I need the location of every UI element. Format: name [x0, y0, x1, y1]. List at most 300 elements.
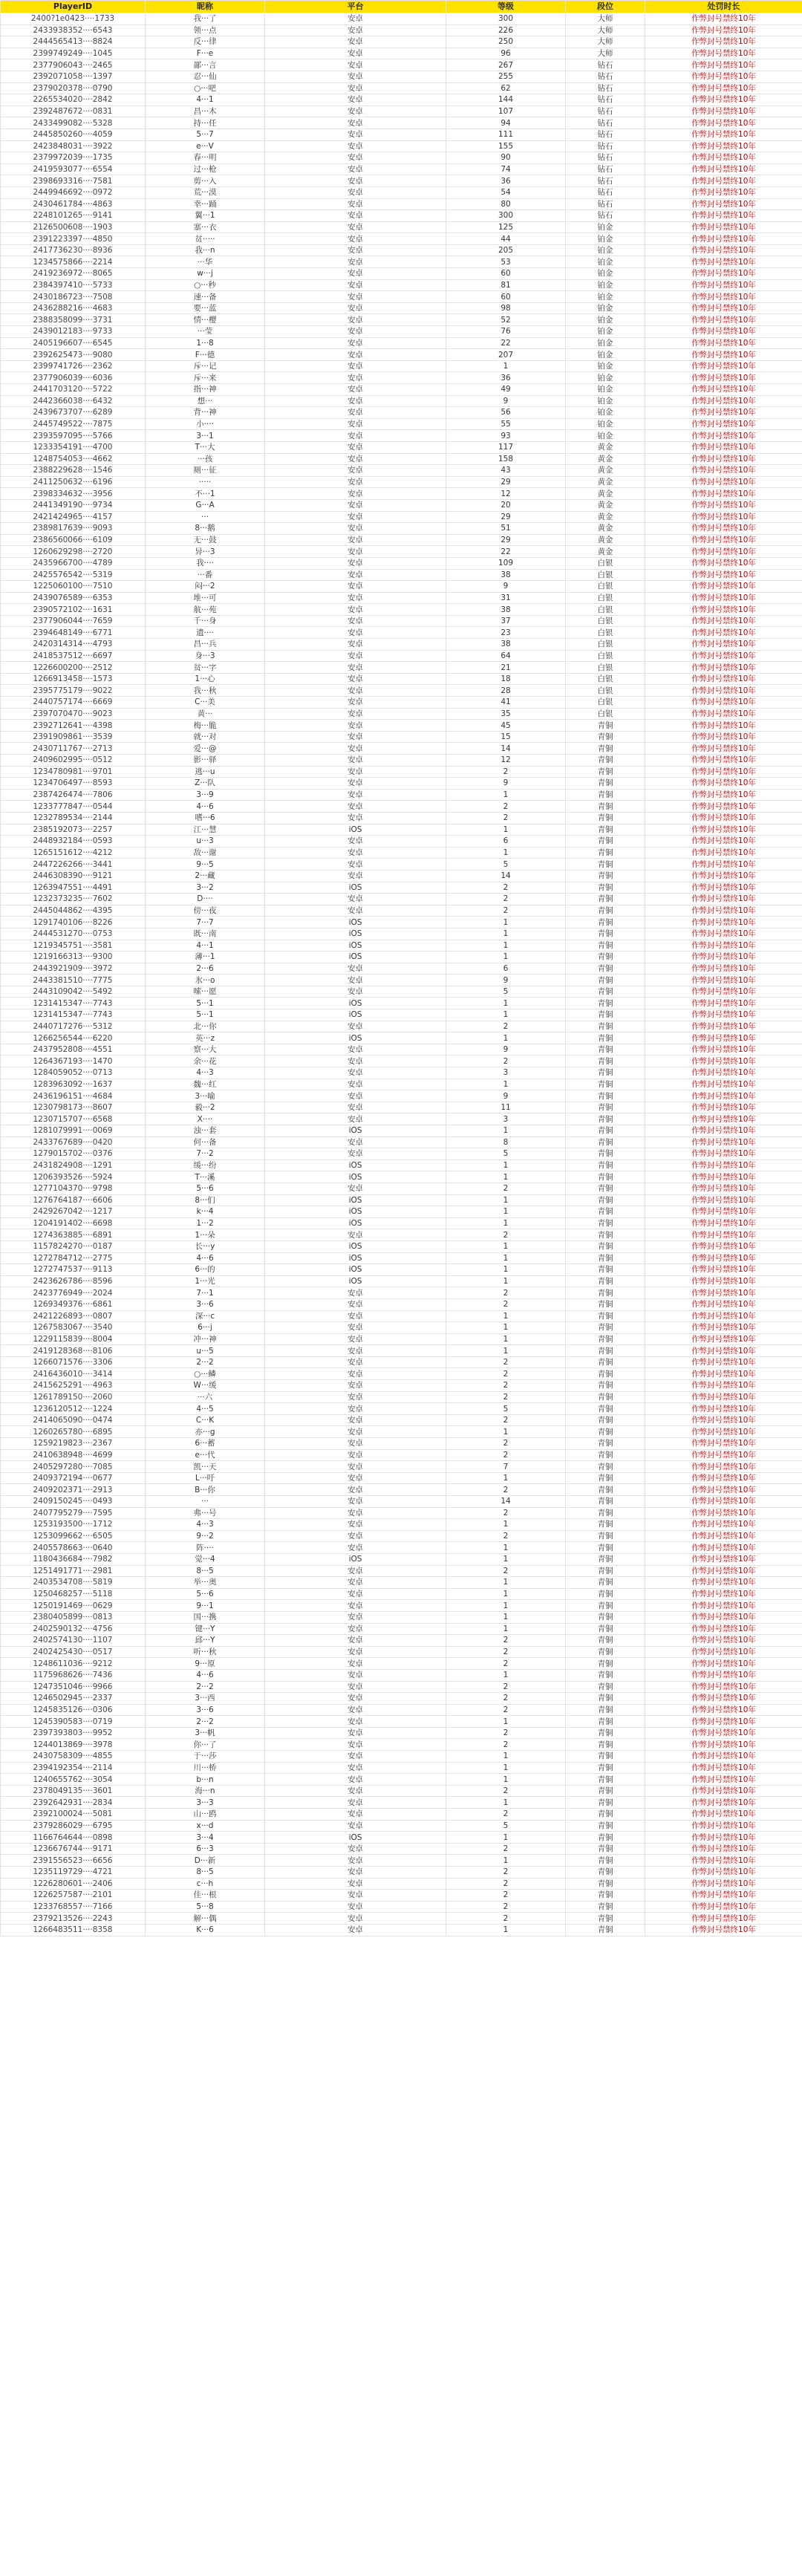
cell-punishment: 作弊封号禁终10年 [645, 917, 802, 928]
cell-punishment: 作弊封号禁终10年 [645, 1333, 802, 1345]
table-row [1, 1183, 802, 1194]
cell-rank: 白银 [566, 662, 645, 674]
cell-rank: 铂金 [566, 384, 645, 396]
cell-rank: 青铜 [566, 1275, 645, 1287]
cell-nickname: 堆···可 [146, 592, 265, 604]
cell-punishment: 作弊封号禁终10年 [645, 1611, 802, 1623]
cell-rank: 青铜 [566, 1519, 645, 1531]
cell-platform: 安卓 [265, 1403, 446, 1415]
cell-punishment: 作弊封号禁终10年 [645, 1623, 802, 1635]
cell-player-id: 2392071058····1397 [1, 71, 146, 82]
cell-punishment: 作弊封号禁终10年 [645, 592, 802, 604]
cell-platform: 安卓 [265, 1878, 446, 1890]
cell-punishment: 作弊封号禁终10年 [645, 488, 802, 500]
cell-nickname: 就···对 [146, 731, 265, 743]
cell-player-id: 2409150245····0493 [1, 1496, 146, 1508]
cell-punishment: 作弊封号禁终10年 [645, 1762, 802, 1774]
cell-level: 52 [446, 314, 566, 326]
table-row [1, 105, 802, 117]
table-row [1, 1507, 802, 1519]
table-row [1, 476, 802, 488]
cell-player-id: 2447226266····3441 [1, 859, 146, 871]
cell-rank: 青铜 [566, 1345, 645, 1357]
cell-rank: 青铜 [566, 1774, 645, 1786]
table-row [1, 221, 802, 233]
cell-level: 21 [446, 662, 566, 674]
cell-platform: 安卓 [265, 279, 446, 291]
cell-platform: 安卓 [265, 650, 446, 662]
cell-level: 5 [446, 986, 566, 998]
cell-platform: 安卓 [265, 1148, 446, 1160]
cell-player-id: 1206393526····5924 [1, 1171, 146, 1183]
cell-level: 9 [446, 1090, 566, 1102]
cell-punishment: 作弊封号禁终10年 [645, 673, 802, 685]
table-row [1, 1056, 802, 1067]
table-row [1, 395, 802, 407]
cell-platform: 安卓 [265, 801, 446, 813]
cell-nickname: 邱···Y [146, 1635, 265, 1647]
cell-player-id: 2384397410····5733 [1, 279, 146, 291]
cell-rank: 铂金 [566, 372, 645, 384]
cell-player-id: 2377906039····6036 [1, 372, 146, 384]
cell-nickname: 荒···漠 [146, 186, 265, 198]
cell-level: 1 [446, 1206, 566, 1218]
table-row [1, 627, 802, 639]
cell-punishment: 作弊封号禁终10年 [645, 812, 802, 824]
cell-player-id: 2391556523····6656 [1, 1855, 146, 1867]
cell-rank: 白银 [566, 557, 645, 569]
cell-punishment: 作弊封号禁终10年 [645, 1820, 802, 1832]
cell-level: 9 [446, 975, 566, 986]
cell-player-id: 2388229628····1546 [1, 465, 146, 477]
cell-punishment: 作弊封号禁终10年 [645, 326, 802, 338]
cell-punishment: 作弊封号禁终10年 [645, 998, 802, 1009]
cell-player-id: 1284059052····0713 [1, 1067, 146, 1079]
cell-platform: 安卓 [265, 198, 446, 210]
cell-player-id: 1260265780····6895 [1, 1426, 146, 1438]
table-row [1, 1403, 802, 1415]
cell-player-id: 1233768557····7166 [1, 1901, 146, 1913]
cell-punishment: 作弊封号禁终10年 [645, 1867, 802, 1879]
cell-platform: 安卓 [265, 1079, 446, 1090]
cell-platform: 安卓 [265, 1588, 446, 1600]
cell-rank: 青铜 [566, 894, 645, 905]
cell-platform: 安卓 [265, 1021, 446, 1032]
cell-punishment: 作弊封号禁终10年 [645, 372, 802, 384]
cell-player-id: 1253193500····1712 [1, 1519, 146, 1531]
table-row [1, 1414, 802, 1426]
cell-nickname: ···番 [146, 569, 265, 581]
cell-platform: 安卓 [265, 1333, 446, 1345]
cell-platform: 安卓 [265, 975, 446, 986]
cell-rank: 大师 [566, 13, 645, 25]
cell-platform: 安卓 [265, 372, 446, 384]
cell-rank: 钻石 [566, 198, 645, 210]
cell-punishment: 作弊封号禁终10年 [645, 1565, 802, 1577]
cell-level: 36 [446, 175, 566, 187]
cell-level: 1 [446, 1669, 566, 1681]
cell-level: 2 [446, 1484, 566, 1496]
cell-rank: 青铜 [566, 998, 645, 1009]
table-row [1, 812, 802, 824]
cell-player-id: 2380405899····0813 [1, 1611, 146, 1623]
cell-rank: 钻石 [566, 175, 645, 187]
cell-player-id: 2436196151····4684 [1, 1090, 146, 1102]
cell-nickname: 幸···踊 [146, 198, 265, 210]
cell-platform: 安卓 [265, 268, 446, 280]
cell-player-id: 1166764644····0898 [1, 1832, 146, 1844]
cell-player-id: 1250191469····0629 [1, 1600, 146, 1612]
table-row [1, 244, 802, 256]
cell-platform: 安卓 [265, 1739, 446, 1751]
cell-level: 5 [446, 859, 566, 871]
cell-platform: 安卓 [265, 708, 446, 720]
cell-punishment: 作弊封号禁终10年 [645, 71, 802, 82]
cell-level: 2 [446, 1867, 566, 1879]
cell-player-id: 1269349376····6861 [1, 1298, 146, 1310]
table-row [1, 894, 802, 905]
table-header [1, 1, 802, 13]
table-row [1, 140, 802, 152]
cell-level: 205 [446, 244, 566, 256]
table-row [1, 1345, 802, 1357]
cell-rank: 青铜 [566, 1310, 645, 1322]
cell-rank: 青铜 [566, 766, 645, 778]
cell-player-id: 2448932184····0593 [1, 836, 146, 848]
cell-rank: 青铜 [566, 1125, 645, 1137]
cell-nickname: 情···樱 [146, 314, 265, 326]
cell-player-id: 2425576542····5319 [1, 569, 146, 581]
cell-rank: 铂金 [566, 221, 645, 233]
table-row [1, 441, 802, 453]
cell-level: 2 [446, 1739, 566, 1751]
cell-nickname: ···华 [146, 256, 265, 268]
cell-nickname: 既···南 [146, 928, 265, 940]
cell-punishment: 作弊封号禁终10年 [645, 1252, 802, 1264]
cell-rank: 青铜 [566, 1056, 645, 1067]
table-row [1, 268, 802, 280]
cell-platform: 安卓 [265, 627, 446, 639]
cell-player-id: 1279015702····0376 [1, 1148, 146, 1160]
cell-nickname: 2···2 [146, 1716, 265, 1728]
cell-punishment: 作弊封号禁终10年 [645, 117, 802, 129]
table-row [1, 557, 802, 569]
table-row [1, 859, 802, 871]
cell-nickname: 1···朵 [146, 1229, 265, 1241]
cell-platform: 安卓 [265, 1380, 446, 1392]
cell-platform: 安卓 [265, 1785, 446, 1797]
cell-punishment: 作弊封号禁终10年 [645, 198, 802, 210]
cell-punishment: 作弊封号禁终10年 [645, 349, 802, 361]
table-row [1, 372, 802, 384]
cell-nickname: 贫···字 [146, 662, 265, 674]
cell-punishment: 作弊封号禁终10年 [645, 1924, 802, 1936]
cell-punishment: 作弊封号禁终10年 [645, 1438, 802, 1450]
cell-punishment: 作弊封号禁终10年 [645, 1577, 802, 1589]
cell-rank: 大师 [566, 48, 645, 59]
cell-level: 2 [446, 1704, 566, 1716]
cell-rank: 钻石 [566, 186, 645, 198]
cell-player-id: 2414065090····0474 [1, 1414, 146, 1426]
table-row [1, 975, 802, 986]
table-row [1, 1832, 802, 1844]
header-platform: 平台 [265, 1, 446, 13]
cell-punishment: 作弊封号禁终10年 [645, 1681, 802, 1693]
cell-player-id: 2449946692····0972 [1, 186, 146, 198]
cell-level: 1 [446, 1252, 566, 1264]
cell-player-id: 2441703120····5722 [1, 384, 146, 396]
cell-level: 1 [446, 1924, 566, 1936]
cell-level: 2 [446, 1890, 566, 1902]
table-row [1, 1704, 802, 1716]
cell-level: 1 [446, 928, 566, 940]
cell-rank: 黄金 [566, 546, 645, 558]
cell-platform: 安卓 [265, 349, 446, 361]
cell-player-id: 1261789150····2060 [1, 1391, 146, 1403]
cell-rank: 青铜 [566, 1391, 645, 1403]
cell-punishment: 作弊封号禁终10年 [645, 778, 802, 790]
cell-nickname: 长···y [146, 1240, 265, 1252]
cell-player-id: 1236120512····1224 [1, 1403, 146, 1415]
table-row [1, 1217, 802, 1229]
cell-platform: 安卓 [265, 453, 446, 465]
cell-player-id: 1234575866····2214 [1, 256, 146, 268]
cell-nickname: 3···2 [146, 882, 265, 894]
cell-rank: 青铜 [566, 1449, 645, 1461]
cell-rank: 青铜 [566, 1809, 645, 1821]
cell-rank: 铂金 [566, 268, 645, 280]
cell-level: 1 [446, 1542, 566, 1554]
table-row [1, 430, 802, 442]
cell-rank: 青铜 [566, 1878, 645, 1890]
cell-punishment: 作弊封号禁终10年 [645, 418, 802, 430]
table-row [1, 1044, 802, 1056]
cell-rank: 青铜 [566, 1635, 645, 1647]
cell-level: 80 [446, 198, 566, 210]
table-row [1, 337, 802, 349]
cell-punishment: 作弊封号禁终10年 [645, 1090, 802, 1102]
cell-nickname: 背···神 [146, 407, 265, 419]
table-row [1, 1159, 802, 1171]
cell-level: 2 [446, 1356, 566, 1368]
cell-punishment: 作弊封号禁终10年 [645, 210, 802, 222]
table-row [1, 743, 802, 755]
cell-platform: 安卓 [265, 1067, 446, 1079]
table-row [1, 1901, 802, 1913]
table-row [1, 1391, 802, 1403]
table-row [1, 291, 802, 303]
cell-level: 1 [446, 1345, 566, 1357]
cell-punishment: 作弊封号禁终10年 [645, 1380, 802, 1392]
cell-platform: 安卓 [265, 986, 446, 998]
cell-player-id: 1260629298····2720 [1, 546, 146, 558]
cell-rank: 青铜 [566, 905, 645, 917]
table-row [1, 499, 802, 511]
cell-punishment: 作弊封号禁终10年 [645, 1519, 802, 1531]
cell-level: 1 [446, 1553, 566, 1565]
cell-platform: 安卓 [265, 1368, 446, 1380]
cell-player-id: 2437952808····4551 [1, 1044, 146, 1056]
cell-punishment: 作弊封号禁终10年 [645, 511, 802, 523]
header-player-id: PlayerID [1, 1, 146, 13]
table-row [1, 1878, 802, 1890]
table-row [1, 1356, 802, 1368]
cell-nickname: 塞···衣 [146, 221, 265, 233]
cell-nickname: 5···6 [146, 1183, 265, 1194]
cell-punishment: 作弊封号禁终10年 [645, 1067, 802, 1079]
cell-nickname: D···· [146, 894, 265, 905]
table-row [1, 1669, 802, 1681]
cell-platform: iOS [265, 1240, 446, 1252]
cell-nickname: 川···桥 [146, 1762, 265, 1774]
cell-level: 36 [446, 372, 566, 384]
cell-player-id: 2390572102····1631 [1, 604, 146, 616]
cell-platform: 安卓 [265, 302, 446, 314]
cell-player-id: 2387426474····7806 [1, 789, 146, 801]
cell-punishment: 作弊封号禁终10年 [645, 650, 802, 662]
cell-level: 125 [446, 221, 566, 233]
cell-level: 1 [446, 789, 566, 801]
cell-platform: 安卓 [265, 360, 446, 372]
cell-nickname: 5···8 [146, 1901, 265, 1913]
cell-rank: 白银 [566, 592, 645, 604]
table-row [1, 1565, 802, 1577]
cell-level: 1 [446, 1611, 566, 1623]
cell-platform: 安卓 [265, 1623, 446, 1635]
cell-nickname: 3···3 [146, 1797, 265, 1809]
cell-player-id: 1272784712····2775 [1, 1252, 146, 1264]
cell-nickname: 6···3 [146, 1843, 265, 1855]
cell-nickname: b···n [146, 1774, 265, 1786]
cell-punishment: 作弊封号禁终10年 [645, 1194, 802, 1206]
cell-level: 1 [446, 1217, 566, 1229]
cell-level: 56 [446, 407, 566, 419]
cell-level: 49 [446, 384, 566, 396]
cell-rank: 青铜 [566, 859, 645, 871]
cell-player-id: 2415625291····4963 [1, 1380, 146, 1392]
cell-level: 14 [446, 743, 566, 755]
cell-platform: 安卓 [265, 395, 446, 407]
cell-player-id: 2416436010····3414 [1, 1368, 146, 1380]
cell-rank: 青铜 [566, 1240, 645, 1252]
cell-rank: 青铜 [566, 1820, 645, 1832]
cell-punishment: 作弊封号禁终10年 [645, 1530, 802, 1542]
cell-punishment: 作弊封号禁终10年 [645, 268, 802, 280]
cell-nickname: 嗦···愿 [146, 986, 265, 998]
cell-platform: 安卓 [265, 1890, 446, 1902]
cell-platform: 安卓 [265, 1044, 446, 1056]
cell-player-id: 2399741726····2362 [1, 360, 146, 372]
cell-platform: iOS [265, 1275, 446, 1287]
cell-nickname: 7···7 [146, 917, 265, 928]
cell-nickname: 9···1 [146, 1600, 265, 1612]
cell-player-id: 2393597095····5766 [1, 430, 146, 442]
cell-platform: 安卓 [265, 48, 446, 59]
cell-player-id: 2410638948····4699 [1, 1449, 146, 1461]
cell-player-id: 1266071576····3306 [1, 1356, 146, 1368]
cell-rank: 黄金 [566, 476, 645, 488]
cell-rank: 青铜 [566, 1716, 645, 1728]
cell-platform: 安卓 [265, 778, 446, 790]
cell-nickname: 海···n [146, 1785, 265, 1797]
cell-level: 96 [446, 48, 566, 59]
cell-nickname: 5···6 [146, 1588, 265, 1600]
table-row [1, 789, 802, 801]
table-row [1, 326, 802, 338]
cell-level: 1 [446, 1774, 566, 1786]
cell-level: 90 [446, 152, 566, 164]
cell-punishment: 作弊封号禁终10年 [645, 499, 802, 511]
cell-player-id: 2394192354····2114 [1, 1762, 146, 1774]
cell-rank: 铂金 [566, 302, 645, 314]
table-row [1, 592, 802, 604]
cell-level: 1 [446, 847, 566, 859]
cell-player-id: 1235119729····4721 [1, 1867, 146, 1879]
table-row [1, 1009, 802, 1021]
cell-punishment: 作弊封号禁终10年 [645, 1496, 802, 1508]
cell-player-id: 2421424965····4157 [1, 511, 146, 523]
cell-rank: 青铜 [566, 870, 645, 882]
cell-platform: 安卓 [265, 1855, 446, 1867]
cell-level: 20 [446, 499, 566, 511]
cell-nickname: 6···j [146, 1322, 265, 1334]
cell-rank: 青铜 [566, 1252, 645, 1264]
cell-rank: 铂金 [566, 256, 645, 268]
cell-nickname: 江···慧 [146, 824, 265, 836]
table-row [1, 210, 802, 222]
cell-rank: 黄金 [566, 523, 645, 535]
cell-platform: 安卓 [265, 1102, 446, 1113]
cell-nickname: 厕···征 [146, 465, 265, 477]
cell-platform: 安卓 [265, 905, 446, 917]
cell-platform: 安卓 [265, 592, 446, 604]
cell-nickname: 8···们 [146, 1194, 265, 1206]
cell-rank: 青铜 [566, 1762, 645, 1774]
cell-rank: 青铜 [566, 1414, 645, 1426]
cell-rank: 白银 [566, 673, 645, 685]
cell-punishment: 作弊封号禁终10年 [645, 256, 802, 268]
cell-platform: 安卓 [265, 94, 446, 106]
cell-platform: 安卓 [265, 789, 446, 801]
cell-platform: iOS [265, 1032, 446, 1044]
cell-punishment: 作弊封号禁终10年 [645, 1785, 802, 1797]
table-row [1, 1079, 802, 1090]
cell-level: 43 [446, 465, 566, 477]
table-row [1, 1751, 802, 1763]
cell-rank: 大师 [566, 36, 645, 48]
cell-level: 1 [446, 1832, 566, 1844]
cell-platform: iOS [265, 1159, 446, 1171]
cell-nickname: 阵···· [146, 1542, 265, 1554]
cell-player-id: 2442366038····6432 [1, 395, 146, 407]
cell-rank: 青铜 [566, 1148, 645, 1160]
cell-player-id: 2430186723····7508 [1, 291, 146, 303]
cell-nickname: 弗···号 [146, 1507, 265, 1519]
cell-nickname: 我···了 [146, 13, 265, 25]
cell-rank: 青铜 [566, 1067, 645, 1079]
cell-platform: 安卓 [265, 1356, 446, 1368]
table-row [1, 1553, 802, 1565]
cell-platform: 安卓 [265, 1774, 446, 1786]
cell-punishment: 作弊封号禁终10年 [645, 1901, 802, 1913]
cell-nickname: 斥···记 [146, 360, 265, 372]
cell-player-id: 2397393803····9952 [1, 1727, 146, 1739]
cell-punishment: 作弊封号禁终10年 [645, 430, 802, 442]
cell-punishment: 作弊封号禁终10年 [645, 836, 802, 848]
cell-player-id: 2436288216····4683 [1, 302, 146, 314]
table-row [1, 1229, 802, 1241]
cell-platform: 安卓 [265, 604, 446, 616]
